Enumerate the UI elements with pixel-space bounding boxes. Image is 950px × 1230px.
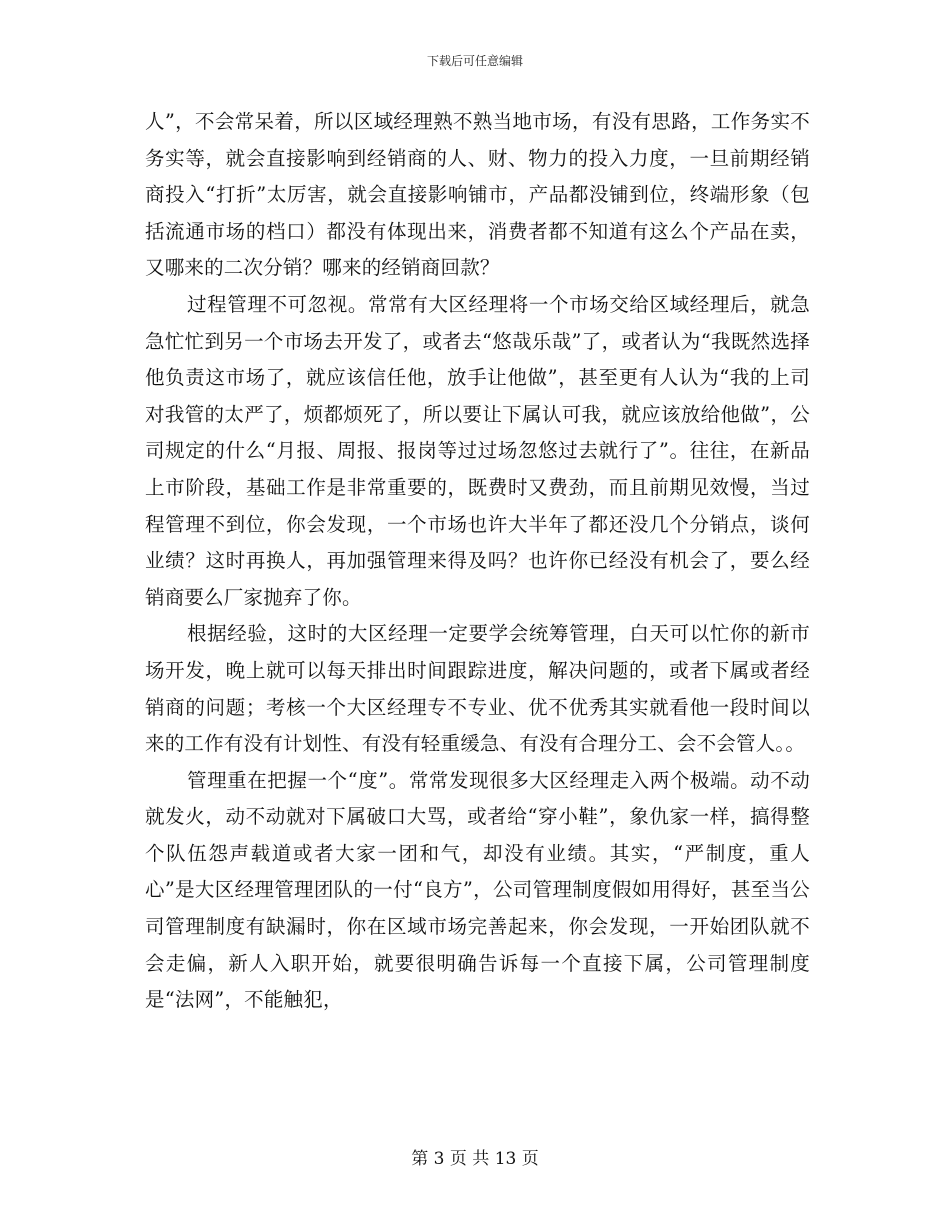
paragraph-degree: 管理重在把握一个“度”。常常发现很多大区经理走入两个极端。动不动就发火，动不动就对下属破口大骂，或者给“穿小鞋”，象仇家一样，搞得整个队伍怨声载道或者大家一团和气，却没有业绩。其实，“严制度，重人心”是大区经理管理团队的一付“良方”，公司管理制度假如用得好，甚至当公司管理制度有缺漏时，你在区域市场完善起来，你会发现，一开始团队就不会走偏，新人入职开始，就要很明确告诉每一个直接下属，公司管理制度是“法网”，不能触犯，: [145, 768, 810, 1012]
paragraph-continued: 人”，不会常呆着，所以区域经理熟不熟当地市场，有没有思路，工作务实不务实等，就会直接影响到经销商的人、财、物力的投入力度，一旦前期经销商投入“打折”太厉害，就会直接影响铺市，产品都没铺到位，终端形象（包括流通市场的档口）都没有体现出来，消费者都不知道有这么个产品在卖，又哪来的二次分销？哪来的经销商回款？: [145, 110, 810, 280]
paragraph-process-management: 过程管理不可忽视。常常有大区经理将一个市场交给区域经理后，就急急忙忙到另一个市场去开发了，或者去“悠哉乐哉”了，或者认为“我既然选择他负责这市场了，就应该信任他，放手让他做”，甚至更有人认为“我的上司对我管的太严了，烦都烦死了，所以要让下属认可我，就应该放给他做”，公司规定的什么“月报、周报、报岗等过过场忽悠过去就行了”。往往，在新品上市阶段，基础工作是非常重要的，既费时又费劲，而且前期见效慢，当过程管理不到位，你会发现，一个市场也许大半年了都还没几个分销点，谈何业绩？这时再换人，再加强管理来得及吗？也许你已经没有机会了，要么经销商要么厂家抛弃了你。: [145, 292, 810, 609]
body-text: [145, 104, 810, 1019]
page-header: 下载后可任意编辑: [426, 54, 523, 68]
page-footer: 第 3 页 共 13 页: [411, 1149, 539, 1169]
paragraph-experience: 根据经验，这时的大区经理一定要学会统筹管理，白天可以忙你的新市场开发，晚上就可以每天排出时间跟踪进度，解决问题的，或者下属或者经销商的问题；考核一个大区经理专不专业、优不优秀其实就看他一段时间以来的工作有没有计划性、有没有轻重缓急、有没有合理分工、会不会管人。。: [145, 622, 810, 756]
